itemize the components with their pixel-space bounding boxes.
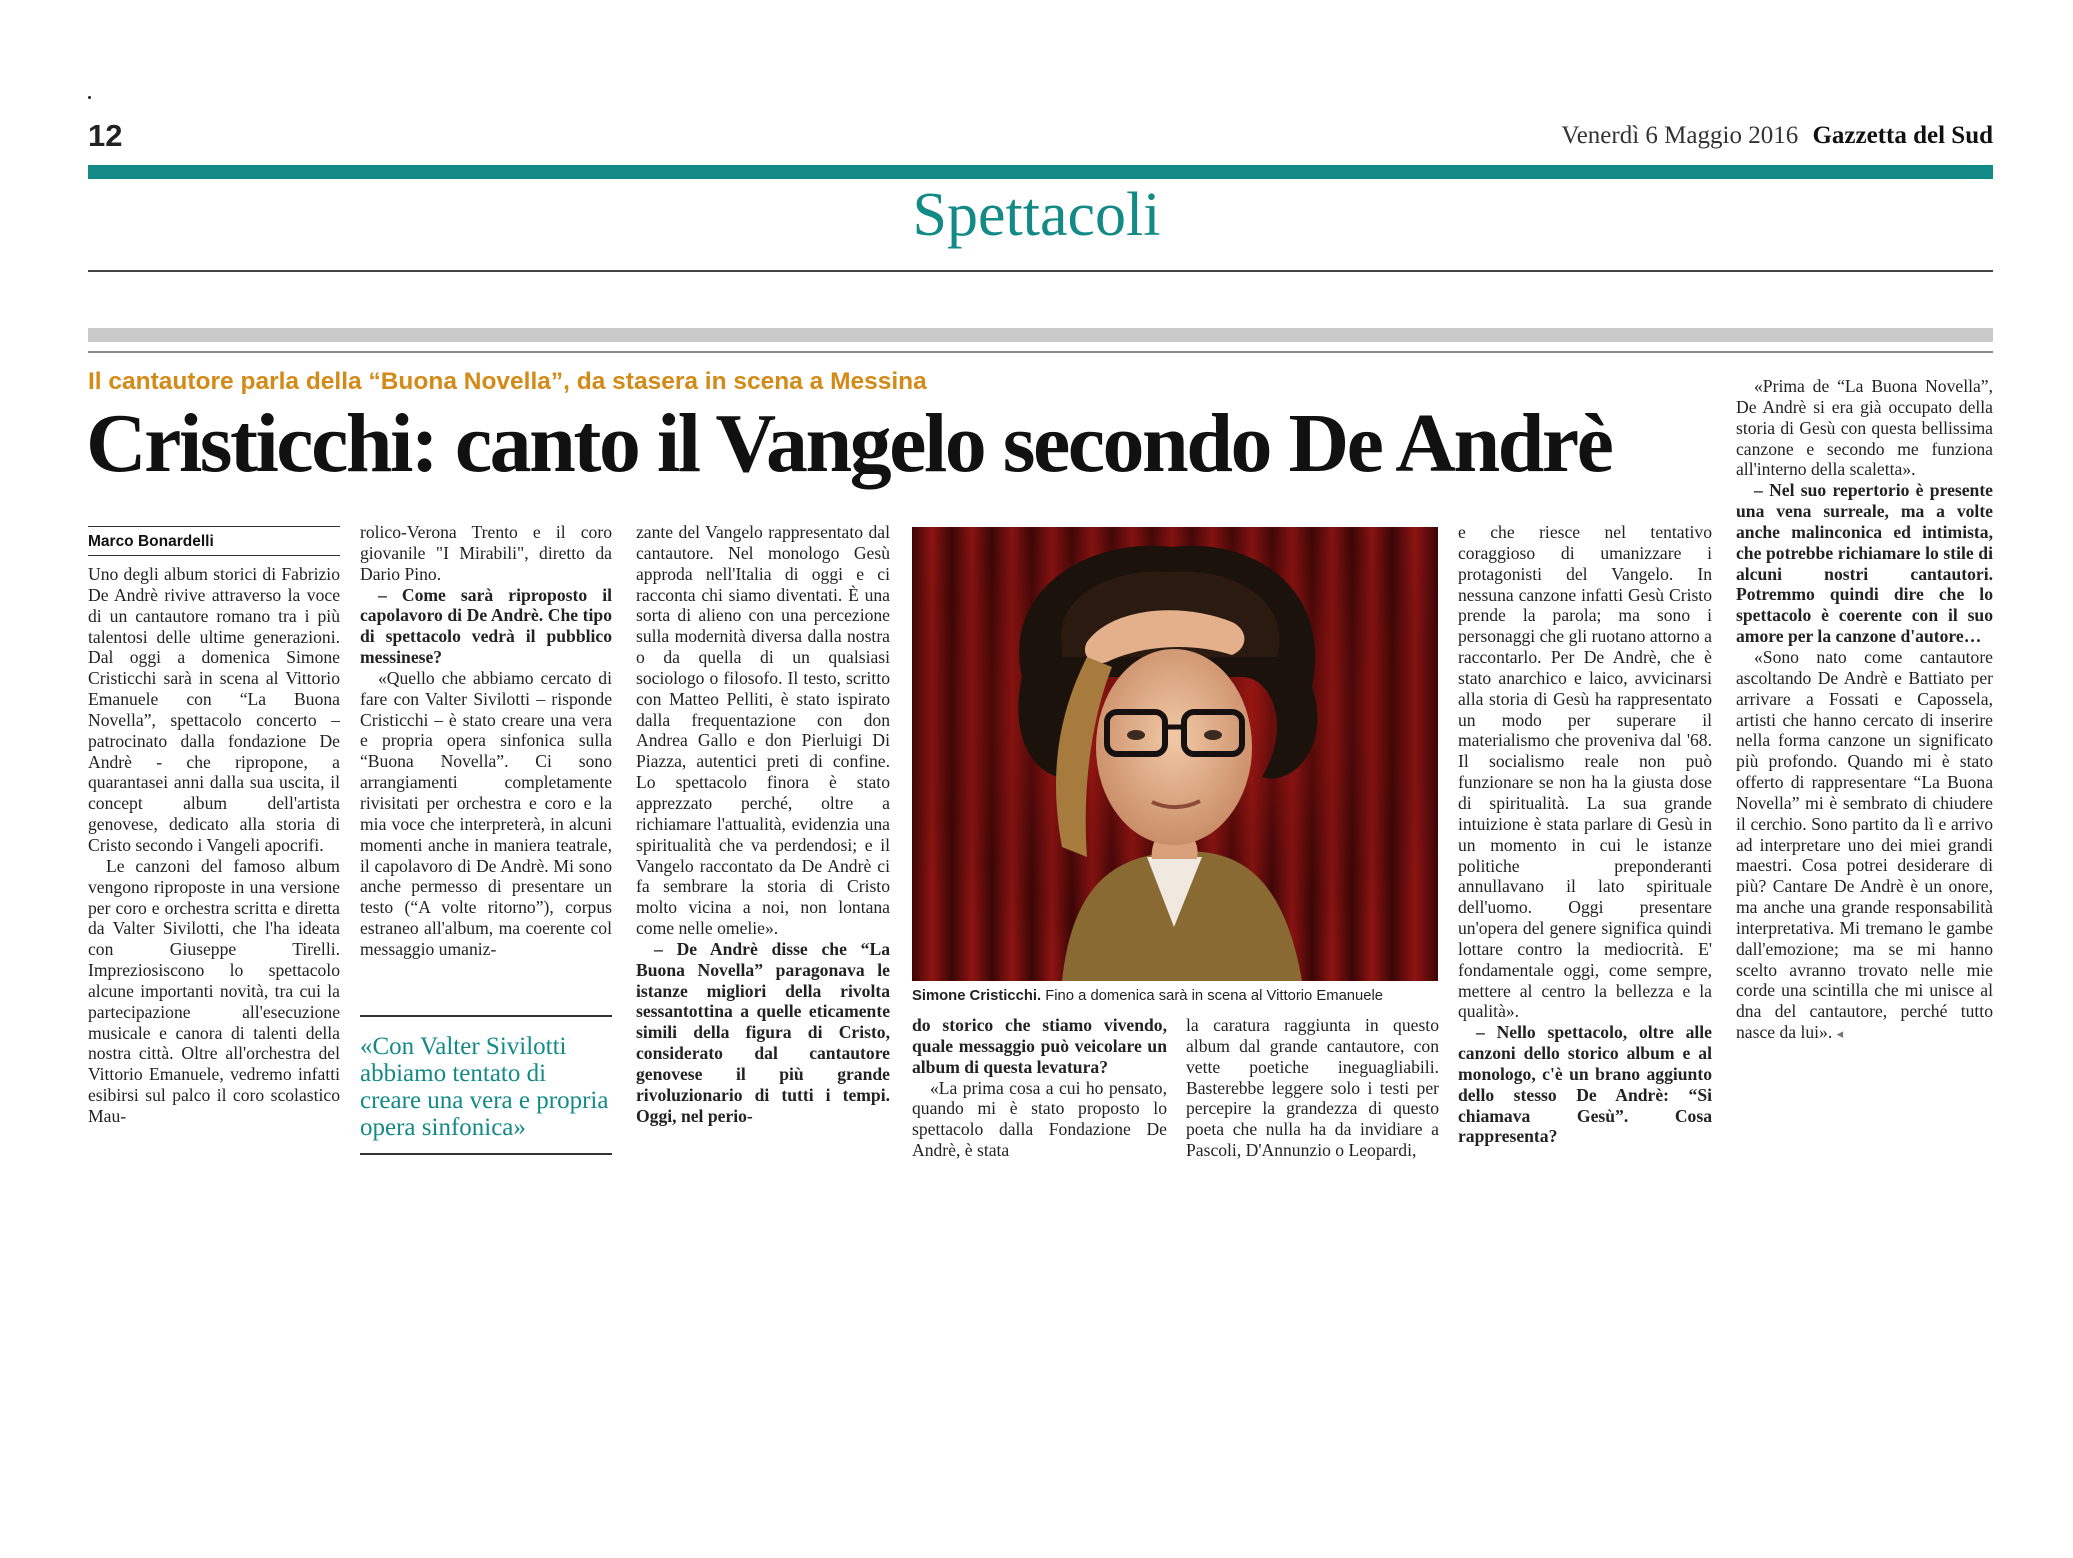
byline-box [88,526,340,556]
article-column-2 [360,522,612,998]
paragraph: «Quello che abbiamo cercato di fare con Valter Sivilotti – risponde Cristicchi – è stato creare una vera e propria opera sinfonica sulla “Buona Novella”. Ci sono arrangiamenti completamente rivisitati per orchestra e coro e la mia voce che interpreterà, in alcuni momenti anche in maniera teatrale, il capolavoro di De Andrè. Mi sono anche permesso di presentare un testo (“A volte ritorno”), corpus estraneo all'album, ma coerente col messaggio umaniz- [360,667,612,959]
article-column-5 [1186,1015,1439,1196]
byline: Marco Bonardelli [88,533,214,550]
article-column-3 [636,522,890,1196]
paragraph: Uno degli album storici di Fabrizio De Andrè rivive attraverso la voce di un cantautore romano tra i più talentosi delle ultime generazioni. Dal oggi a domenica Simone Cristicchi sarà in scena al Vittorio Emanuele con “La Buona Novella”, spettacolo concerto – patrocinato dalla fondazione De Andrè - che ripropone, a quarantasei anni dalla sua uscita, il concept album dell'artista genovese, dedicato alla storia di Cristo secondo i Vangeli apocrifi. [88,564,340,855]
article-photo [912,527,1438,981]
page-number: 12 [88,118,123,153]
photo-illustration [912,527,1438,981]
paragraph: rolico-Verona Trento e il coro giovanile "I Mirabili", diretto da Dario Pino. [360,522,612,584]
section-title: Spettacoli [912,181,1161,249]
pull-quote-box [360,1015,612,1155]
paragraph-text: «Sono nato come cantautore ascoltando De Andrè e Battiato per arrivare a Fossati e Capossela, artisti che hanno cercato di inserire nella forma canzone un significato più profondo. Quando mi è stato offerto di rappresentare “La Buona Novella” mi è sembrato di chiudere il cerchio. Sono partito da lì e arrivo ad interpretare uno dei miei grandi maestri. Cosa potrei desiderare di più? Cantare De Andrè è un onore, ma anche una grande responsabilità interpretativa. Mi tremano le gambe dall'emozione; ma se mi hanno scelto avranno trovato nelle mie corde una scintilla che mi unisce al dna del cantautore, perché tutto nasce da lui». [1736,646,1993,1043]
paragraph: «Prima de “La Buona Novella”, De Andrè si era già occupato della storia di Gesù con questa bellissima canzone e secondo me funziona all'interno della scaletta». [1736,376,1993,480]
paragraph [1736,647,1993,1045]
pull-quote: «Con Valter Sivilotti abbiamo tentato di creare una vera e propria opera sinfonica» [360,1033,609,1141]
interview-question: – Nel suo repertorio è presente una vena surreale, ma a volte anche malinconica ed intimista, che potrebbe richiamare lo stile di alcuni nostri cantautori. Potremmo quindi dire che lo spettacolo è coerente con il suo amore per la canzone d'autore… [1736,480,1993,647]
photo-caption-name: Simone Cristicchi. [912,988,1042,1004]
dateline [1561,122,1993,150]
paragraph: e che riesce nel tentativo coraggioso di umanizzare i protagonisti del Vangelo. In nessuna canzone infatti Gesù Cristo prende la parola; ma sono i personaggi che gli ruotano attorno a raccontarlo. Per De Andrè, che è stato anarchico e laico, avvicinarsi alla storia di Gesù ha rappresentato un modo per superare il materialismo che proveniva dal '68. Il socialismo reale non può funzionare se non ha la giusta dose di spiritualità. La sua grande intuizione è stata parlare di Gesù in un momento in cui le istanze politiche preponderanti annullavano il lato spirituale dell'uomo. Oggi presentare un'opera del genere significa quindi lottare contro la mediocrità. E' fondamentale oggi, come sempre, mettere al centro la bellezza e la qualità». [1458,522,1712,1022]
interview-question: – Nello spettacolo, oltre alle canzoni dello storico album e al monologo, c'è un brano aggiunto dello stesso De Andrè: “Si chiamava Gesù”. Cosa rappresenta? [1458,1022,1712,1147]
header-teal-bar [88,165,1993,179]
paragraph: la caratura raggiunta in questo album dal grande cantautore, con vette poetiche ineguagliabili. Basterebbe leggere solo i testi per percepire la grandezza di questo poeta che nulla ha da invidiare a Pascoli, D'Annunzio o Leopardi, [1186,1015,1439,1161]
article-column-7 [1736,376,1993,1196]
article-column-1 [88,564,340,1196]
paragraph: «La prima cosa a cui ho pensato, quando mi è stato proposto lo spettacolo dalla Fondazione De Andrè, è stata [912,1077,1167,1161]
section-rule [88,270,1993,272]
byline-rule-bottom [88,555,340,556]
page-dot-mark [88,96,91,99]
interview-question: do storico che stiamo vivendo, quale messaggio può veicolare un album di questa levatura? [912,1015,1167,1077]
pull-quote-rule-bottom [360,1153,612,1155]
interview-question: – De Andrè disse che “La Buona Novella” paragonava le istanze migliori della rivolta sessantottina a quelle eticamente simili della figura di Cristo, considerato dal cantautore genovese il più grande rivoluzionario di tutti i tempi. Oggi, nel perio- [636,938,890,1126]
photo-caption-text: Fino a domenica sarà in scena al Vittorio Emanuele [1041,988,1383,1004]
interview-question: – Come sarà riproposto il capolavoro di De Andrè. Che tipo di spettacolo vedrà il pubblico messinese? [360,584,612,668]
end-of-article-icon: ◂ [1836,1026,1844,1042]
article-column-4 [912,1015,1167,1196]
article-headline: Cristicchi: canto il Vangelo secondo De Andrè [86,397,1612,490]
photo-caption [912,988,1442,1004]
issue-date: Venerdì 6 Maggio 2016 [1561,122,1799,149]
article-grey-line [88,351,1993,353]
article-kicker: Il cantautore parla della “Buona Novella”, da stasera in scena a Messina [88,368,927,395]
paragraph: Le canzoni del famoso album vengono riproposte in una versione per coro e orchestra scritta e diretta da Valter Sivilotti, che l'ha ideata con Giuseppe Tirelli. Impreziosiscono lo spettacolo alcune importanti novità, tra cui la partecipazione all'esecuzione musicale e canora di talenti della nostra città. Oltre all'orchestra del Vittorio Emanuele, vedremo infatti esibirsi sul palco il coro scolastico Mau- [88,855,340,1126]
paragraph: zante del Vangelo rappresentato dal cantautore. Nel monologo Gesù approda nell'Italia di oggi e ci racconta chi siamo diventati. È una sorta di alieno con una percezione sulla modernità diversa dalla nostra o da quella di un qualsiasi sociologo o filosofo. Il testo, scritto con Matteo Pelliti, è stato ispirato dalla frequentazione con don Andrea Gallo e don Pierluigi Di Piazza, autentici preti di confine. Lo spettacolo finora è stato apprezzato perché, oltre a richiamare l'attualità, evidenzia una spiritualità che va perdendosi; e il Vangelo raccontato da De Andrè ci fa sembrare la storia di Cristo molto vicina a noi, non lontana come nelle omelie». [636,522,890,939]
article-grey-bar [88,328,1993,342]
newspaper-name: Gazzetta del Sud [1812,122,1993,149]
article-column-6 [1458,522,1712,1196]
